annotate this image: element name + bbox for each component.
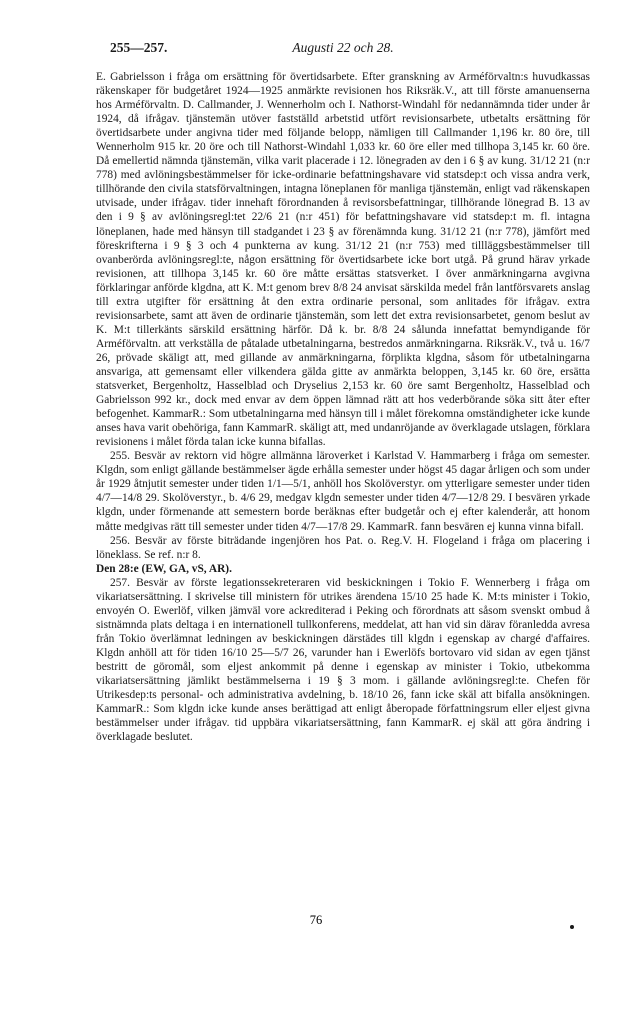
page-number: 76: [309, 913, 323, 927]
document-page: [96, 40, 590, 744]
ink-dot: [570, 925, 574, 929]
paragraph-case-254-continued: E. Gabrielsson i fråga om ersättning för övertidsarbete. Efter granskning av Arméförvaltn:s huvudkassas räkenskaper för budgetåret 1924—1925 anmärkte revisionen hos Riksräk.V., att till förste amanuenserna hos Arméförvaltn. D. Callmander, J. Wennerholm och I. Nathorst-Windahl för nedannämnda tider under år 1924, då ifrågav. tjänstemän utöver fastställd arbetstid utfört revisionsarbete, utbetalts ersättning för övertidsarbete under angivna tider med följande belopp, nämligen till Callmander 1,196 kr. 80 öre, till Wennerholm 915 kr. 20 öre och till Nathorst-Windahl 1,033 kr. 60 öre eller med tillhopa 3,145 kr. 60 öre. Då emellertid nämnda tjänstemän, vilka varit placerade i 12. lönegraden av den i 6 § av kung. 31/12 21 (n:r 778) med avlöningsbestämmelser för icke-ordinarie befattningshavare vid statsdep:t och vissa andra verk, tillhörande den civila statsförvaltningen, intagna löneplanen för manliga tjänstemän, enligt vad räkenskapen utvisade, under ifrågav. tider innehaft förordnanden å revisorsbefattningar, tillhörande lönegrad B. 13 av den i 9 § av avlöningsregl:tet 22/6 21 (n:r 451) för befattningshavare vid statsdep:t m. fl. intagna löneplanen, hade med hänsyn till stadgandet i 23 § av förenämnda kung. 31/12 21 (n:r 778), jämfört med föreskrifterna i 9 § 3 och 4 punkterna av kung. 31/12 21 (n:r 753) med tillläggsbestämmelser till ovanberörda avlöningsregl:te, någon ersättning för övertidsarbete icke bort utgå. På grund härav yrkade revisionen, att tillhopa 3,145 kr. 60 öre måtte ersättas statsverket. I över anmärkningarna avgivna förklaringar anförde klgdna, att K. M:t genom brev 8/8 24 anvisat särskilda medel från lantförsvarets anslag till extra utgifter för ersättning åt den extra ordinarie personal, som anlitades för ifrågav. extra revisionsarbete, samt att även de ordinarie tjänstemän, som lett det extra revisionsarbetet, genom beslut av K. M:t tillerkänts särskild ersättning härför. Då k. br. 8/8 24 sålunda innefattat bemyndigande för Arméförvaltn. att verkställa de påtalade utbetalningarna, bestredos anmärkningarna. Riksräk.V., två u. 16/7 26, prövade skäligt att, med gillande av anmärkningarna, förplikta klgdna, såsom för utbetalningarna ansvariga, att gemensamt eller vilkendera gälda gitte av anmärkta beloppen, 3,145 kr. 60 öre, ersätta statsverket, Bergenholtz, Hasselblad och Dryselius 2,153 kr. 60 öre samt Bergenholtz, Hasselblad och Gabrielsson 992 kr., dock med envar av dem öppen lämnad rätt att hos vederbörande söka sitt åter efter befogenhet. KammarR.: Som utbetalningarna med hänsyn till i målet förekomna omständigheter icke kunde anses hava varit obehöriga, fann KammarR. skäligt att, med undanröjande av överklagade utslagen, förklara revisionens i målet förda talan icke kunna bifallas.: [96, 71, 590, 449]
section-range: 255—257.: [110, 40, 168, 55]
paragraph-case-255: 255. Besvär av rektorn vid högre allmänna läroverket i Karlstad V. Hammarberg i fråga om semester. Klgdn, som enligt gällande bestämmelser ägde erhålla semester under högst 45 dagar årligen och som under år 1929 åtnjutit semester under tiden 1/1—5/1, anhöll hos Skolöverstyr. om ytterligare semester under tiden 4/7—14/8 29. Skolöverstyr., b. 4/6 29, medgav klgdn semester under tiden 4/7—12/8 29. I besvären yrkade klgdn, under förmenande att semestern borde beräknas efter budgetår och ej efter kalenderår, att honom måtte medgivas rätt till semester under tiden 4/7—17/8 29. KammarR. fann besvären ej kunna vinna bifall.: [96, 450, 590, 533]
paragraph-case-257: 257. Besvär av förste legationssekreteraren vid beskickningen i Tokio F. Wennerberg i fråga om vikariatsersättning. I skrivelse till ministern för utrikes ärendena 15/10 25 hade K. M:ts minister i Tokio, envoyén O. Ewerlöf, vilken jämväl vore ackrediterad i Peking och förordnats att såsom svenskt ombud å sistnämnda plats deltaga i en internationell tullkonferens, meddelat, att han vid sin därav föranledda avresa från Tokio överlämnat ledningen av beskickningen därstädes till klgdn i egenskap av chargé d'affaires. Klgdn anhöll att för tiden 16/10 25—5/7 26, varunder han i Ewerlöfs bortovaro vid sidan av egen tjänst bestritt de göromål, som eljest ankommit på denne i egenskap av minister i Tokio, utbekomma vikariatsersättning jämlikt bestämmelserna i 19 § 3 mom. i gällande avlöningsregl:te. Chefen för Utrikesdep:ts personal- och administrativa avdelning, b. 18/10 26, fann icke skäl att bifalla ansökningen. KammarR.: Som klgdn icke kunde anses berättigad att enligt åberopade författningsrum eller eljest givna bestämmelser under ifrågav. tid uppbära vikariatsersättning, fann KammarR. ej skäl att göra ändring i överklagade beslutet.: [96, 576, 590, 744]
document-body: [96, 70, 590, 744]
header-date: Augusti 22 och 28.: [292, 40, 394, 55]
running-header: [96, 40, 590, 62]
date-session-line: Den 28:e (EW, GA, vS, AR).: [96, 562, 232, 575]
paragraph-case-256: 256. Besvär av förste biträdande ingenjören hos Pat. o. Reg.V. H. Flogeland i fråga om placering i löneklass. Se ref. n:r 8.: [96, 534, 590, 561]
